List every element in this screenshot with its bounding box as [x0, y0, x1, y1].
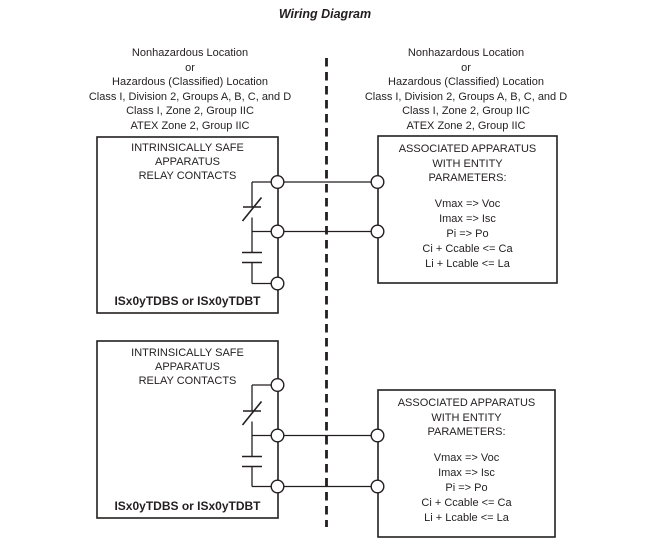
location-header-line: Class I, Division 2, Groups A, B, C, and D [88, 90, 292, 103]
box-heading-line: WITH ENTITY [431, 411, 502, 424]
location-header-line: or [185, 61, 195, 74]
entity-parameter-line: Imax => Isc [438, 467, 495, 479]
box-heading-line: APPARATUS [155, 361, 220, 373]
model-label-lower: ISx0yTDBS or ISx0yTDBT [114, 499, 261, 513]
terminal-circle [271, 277, 284, 290]
entity-parameter-line: Pi => Po [445, 482, 488, 494]
box-heading-line: RELAY CONTACTS [138, 375, 237, 387]
entity-parameter-line: Ci + Ccable <= Ca [421, 497, 512, 509]
entity-parameter-line: Li + Lcable <= La [425, 258, 510, 270]
location-header-line: or [461, 61, 471, 74]
box-heading-line: PARAMETERS: [427, 426, 506, 438]
entity-parameter-line: Ci + Ccable <= Ca [422, 243, 513, 255]
box-heading-line: ASSOCIATED APPARATUS [398, 143, 537, 155]
location-header-right [326, 46, 606, 133]
diagram-title: Wiring Diagram [278, 7, 372, 21]
terminal-circle [271, 429, 284, 442]
location-header-line: Class I, Zone 2, Group IIC [126, 105, 254, 117]
box-heading-line: PARAMETERS: [428, 172, 507, 184]
entity-parameters-lower [378, 451, 555, 526]
terminal-circle [271, 225, 284, 238]
entity-parameter-line: Vmax => Voc [434, 198, 501, 210]
location-header-line: Nonhazardous Location [407, 47, 525, 59]
associated-apparatus-heading-upper [378, 142, 557, 186]
location-header-line: ATEX Zone 2, Group IIC [130, 119, 250, 132]
box-heading-line: RELAY CONTACTS [138, 170, 237, 182]
entity-parameter-line: Li + Lcable <= La [424, 512, 509, 524]
is-apparatus-heading-upper [97, 141, 278, 183]
entity-parameters-upper [378, 197, 557, 272]
box-heading-line: APPARATUS [155, 156, 220, 168]
entity-parameter-line: Imax => Isc [439, 213, 496, 225]
box-heading-line: INTRINSICALLY SAFE [131, 347, 244, 359]
location-header-line: Hazardous (Classified) Location [112, 76, 268, 88]
location-header-line: Hazardous (Classified) Location [388, 76, 544, 88]
location-header-left [50, 46, 330, 133]
entity-parameter-line: Pi => Po [446, 228, 489, 240]
is-apparatus-heading-lower [97, 346, 278, 388]
entity-parameter-line: Vmax => Voc [433, 452, 500, 464]
location-header-line: Nonhazardous Location [131, 47, 249, 59]
model-label-upper: ISx0yTDBS or ISx0yTDBT [114, 294, 261, 308]
location-header-line: ATEX Zone 2, Group IIC [406, 119, 526, 132]
box-heading-line: INTRINSICALLY SAFE [131, 142, 244, 154]
location-header-line: Class I, Zone 2, Group IIC [402, 105, 530, 117]
box-heading-line: WITH ENTITY [432, 157, 503, 170]
box-heading-line: ASSOCIATED APPARATUS [397, 397, 536, 409]
location-header-line: Class I, Division 2, Groups A, B, C, and D [364, 90, 568, 103]
associated-apparatus-heading-lower [378, 396, 555, 440]
terminal-circle [271, 480, 284, 493]
